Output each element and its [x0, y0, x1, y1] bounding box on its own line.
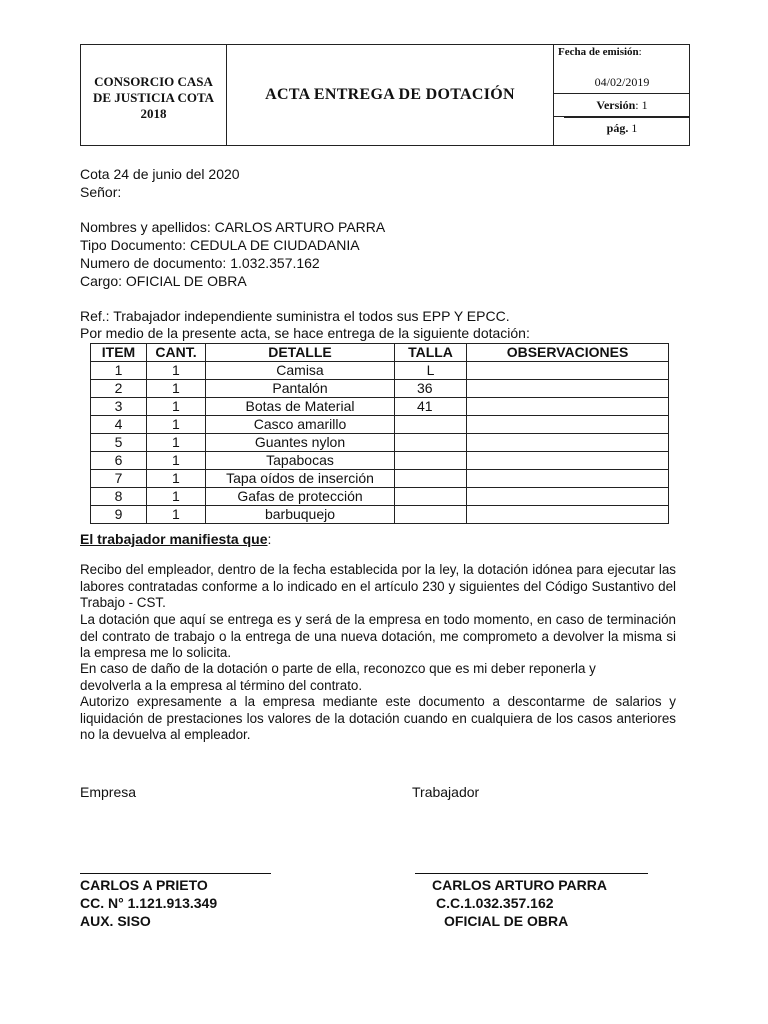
- cell-item: 4: [91, 416, 147, 434]
- col-detalle-header: DETALLE: [206, 344, 395, 362]
- cell-item: 7: [91, 470, 147, 488]
- equipment-table: [90, 343, 669, 524]
- manifest-paragraph-4: Autorizo expresamente a la empresa mediante este documento a descontarme de salarios y liquidación de prestaciones los valores de la dotación cuando en cualquiera de los casos anteriores no la devuelva al empleador.: [80, 694, 676, 742]
- org-line-1: CONSORCIO CASA: [94, 74, 213, 89]
- worker-signer-name: CARLOS ARTURO PARRA: [432, 877, 607, 893]
- table-row: [91, 434, 669, 452]
- worker-name-line: Nombres y apellidos: CARLOS ARTURO PARRA: [80, 219, 386, 235]
- cell-detalle: Casco amarillo: [206, 416, 395, 434]
- empresa-label: Empresa: [80, 784, 137, 800]
- cell-talla: [395, 434, 467, 452]
- cell-talla: [395, 506, 467, 524]
- document-control-box: Fecha de emisión: 04/02/2019 Versión: 1 pág. 1: [553, 45, 690, 145]
- col-observaciones-header: OBSERVACIONES: [467, 344, 669, 362]
- trabajador-signature-line: [415, 873, 648, 874]
- cell-cant: 1: [147, 362, 206, 380]
- table-header-row: [91, 344, 669, 362]
- table-row: [91, 416, 669, 434]
- cell-observaciones: [467, 470, 669, 488]
- cell-talla: 36: [395, 380, 467, 398]
- cell-observaciones: [467, 488, 669, 506]
- cell-item: 5: [91, 434, 147, 452]
- cell-detalle: Tapabocas: [206, 452, 395, 470]
- table-row: [91, 488, 669, 506]
- version-label: Versión: [596, 98, 636, 112]
- manifest-paragraph-2: La dotación que aquí se entrega es y será de la empresa en todo momento, en caso de terminación del contrato de trabajo o la entrega de una nueva dotación, me comprometo a devolver la misma si la empresa me lo solicita.: [80, 612, 676, 660]
- delivery-statement: Por medio de la presente acta, se hace entrega de la siguiente dotación:: [80, 325, 530, 341]
- document-title: ACTA ENTREGA DE DOTACIÓN: [265, 86, 515, 103]
- document-header: [80, 44, 690, 146]
- col-item-header: ITEM: [91, 344, 147, 362]
- cell-talla: L: [395, 362, 467, 380]
- salutation: Señor:: [80, 184, 122, 200]
- version-value: 1: [641, 98, 648, 112]
- cell-talla: 41: [395, 398, 467, 416]
- cell-talla: [395, 488, 467, 506]
- cell-item: 1: [91, 362, 147, 380]
- cell-observaciones: [467, 506, 669, 524]
- cell-item: 2: [91, 380, 147, 398]
- cell-cant: 1: [147, 380, 206, 398]
- table-row: [91, 470, 669, 488]
- trabajador-label: Trabajador: [412, 784, 480, 800]
- cell-cant: 1: [147, 452, 206, 470]
- document-number-line: Numero de documento: 1.032.357.162: [80, 255, 320, 271]
- cell-observaciones: [467, 380, 669, 398]
- worker-signer-cc: C.C.1.032.357.162: [436, 895, 554, 911]
- cell-detalle: barbuquejo: [206, 506, 395, 524]
- reference-line: Ref.: Trabajador independiente suministra el todos sus EPP Y EPCC.: [80, 308, 510, 324]
- empresa-signer-role: AUX. SISO: [80, 913, 151, 929]
- cell-observaciones: [467, 398, 669, 416]
- fecha-emision-label: Fecha de emisión: [558, 46, 639, 58]
- table-row: [91, 452, 669, 470]
- position-line: Cargo: OFICIAL DE OBRA: [80, 273, 247, 289]
- cell-talla: [395, 470, 467, 488]
- cell-observaciones: [467, 434, 669, 452]
- cell-detalle: Tapa oídos de inserción: [206, 470, 395, 488]
- cell-item: 9: [91, 506, 147, 524]
- cell-cant: 1: [147, 398, 206, 416]
- cell-cant: 1: [147, 434, 206, 452]
- table-row: [91, 362, 669, 380]
- cell-observaciones: [467, 416, 669, 434]
- fecha-emision-value: 04/02/2019: [594, 75, 650, 89]
- manifest-paragraph-3b: devolverla a la empresa al término del contrato.: [80, 677, 363, 693]
- cell-detalle: Botas de Material: [206, 398, 395, 416]
- manifest-paragraph-1: Recibo del empleador, dentro de la fecha establecida por la ley, la dotación idónea para ejecutar las labores contratadas conforme a lo indicado en el artículo 230 y siguientes del Código Sustantivo del Trabajo - CST.: [80, 562, 676, 610]
- org-line-2: DE JUSTICIA COTA: [92, 90, 215, 105]
- manifest-heading-colon: :: [267, 531, 272, 547]
- page-label: pág.: [606, 121, 629, 135]
- document-type-line: Tipo Documento: CEDULA DE CIUDADANIA: [80, 237, 360, 253]
- worker-signer-role: OFICIAL DE OBRA: [444, 913, 569, 929]
- manifest-paragraph-3: [80, 661, 676, 694]
- col-talla-header: TALLA: [395, 344, 467, 362]
- cell-cant: 1: [147, 506, 206, 524]
- cell-item: 8: [91, 488, 147, 506]
- cell-detalle: Gafas de protección: [206, 488, 395, 506]
- manifest-paragraph-3a: En caso de daño de la dotación o parte de ella, reconozco que es mi deber reponerla y: [80, 661, 596, 676]
- cell-observaciones: [467, 452, 669, 470]
- cell-cant: 1: [147, 470, 206, 488]
- organization-name: [81, 45, 227, 145]
- cell-detalle: Camisa: [206, 362, 395, 380]
- cell-detalle: Pantalón: [206, 380, 395, 398]
- org-line-3: 2018: [140, 106, 167, 121]
- cell-item: 3: [91, 398, 147, 416]
- cell-talla: [395, 416, 467, 434]
- cell-detalle: Guantes nylon: [206, 434, 395, 452]
- cell-observaciones: [467, 362, 669, 380]
- table-row: [91, 380, 669, 398]
- cell-talla: [395, 452, 467, 470]
- date-line: Cota 24 de junio del 2020: [80, 166, 240, 182]
- table-row: [91, 398, 669, 416]
- cell-cant: 1: [147, 416, 206, 434]
- manifest-heading-line: [80, 530, 271, 548]
- page-value: 1: [631, 121, 638, 135]
- cell-cant: 1: [147, 488, 206, 506]
- table-row: [91, 506, 669, 524]
- manifest-heading: El trabajador manifiesta que: [80, 531, 268, 547]
- empresa-signature-line: [80, 873, 271, 874]
- col-cant-header: CANT.: [147, 344, 206, 362]
- empresa-signer-name: CARLOS A PRIETO: [80, 877, 208, 893]
- empresa-signer-cc: CC. N° 1.121.913.349: [80, 895, 218, 911]
- cell-item: 6: [91, 452, 147, 470]
